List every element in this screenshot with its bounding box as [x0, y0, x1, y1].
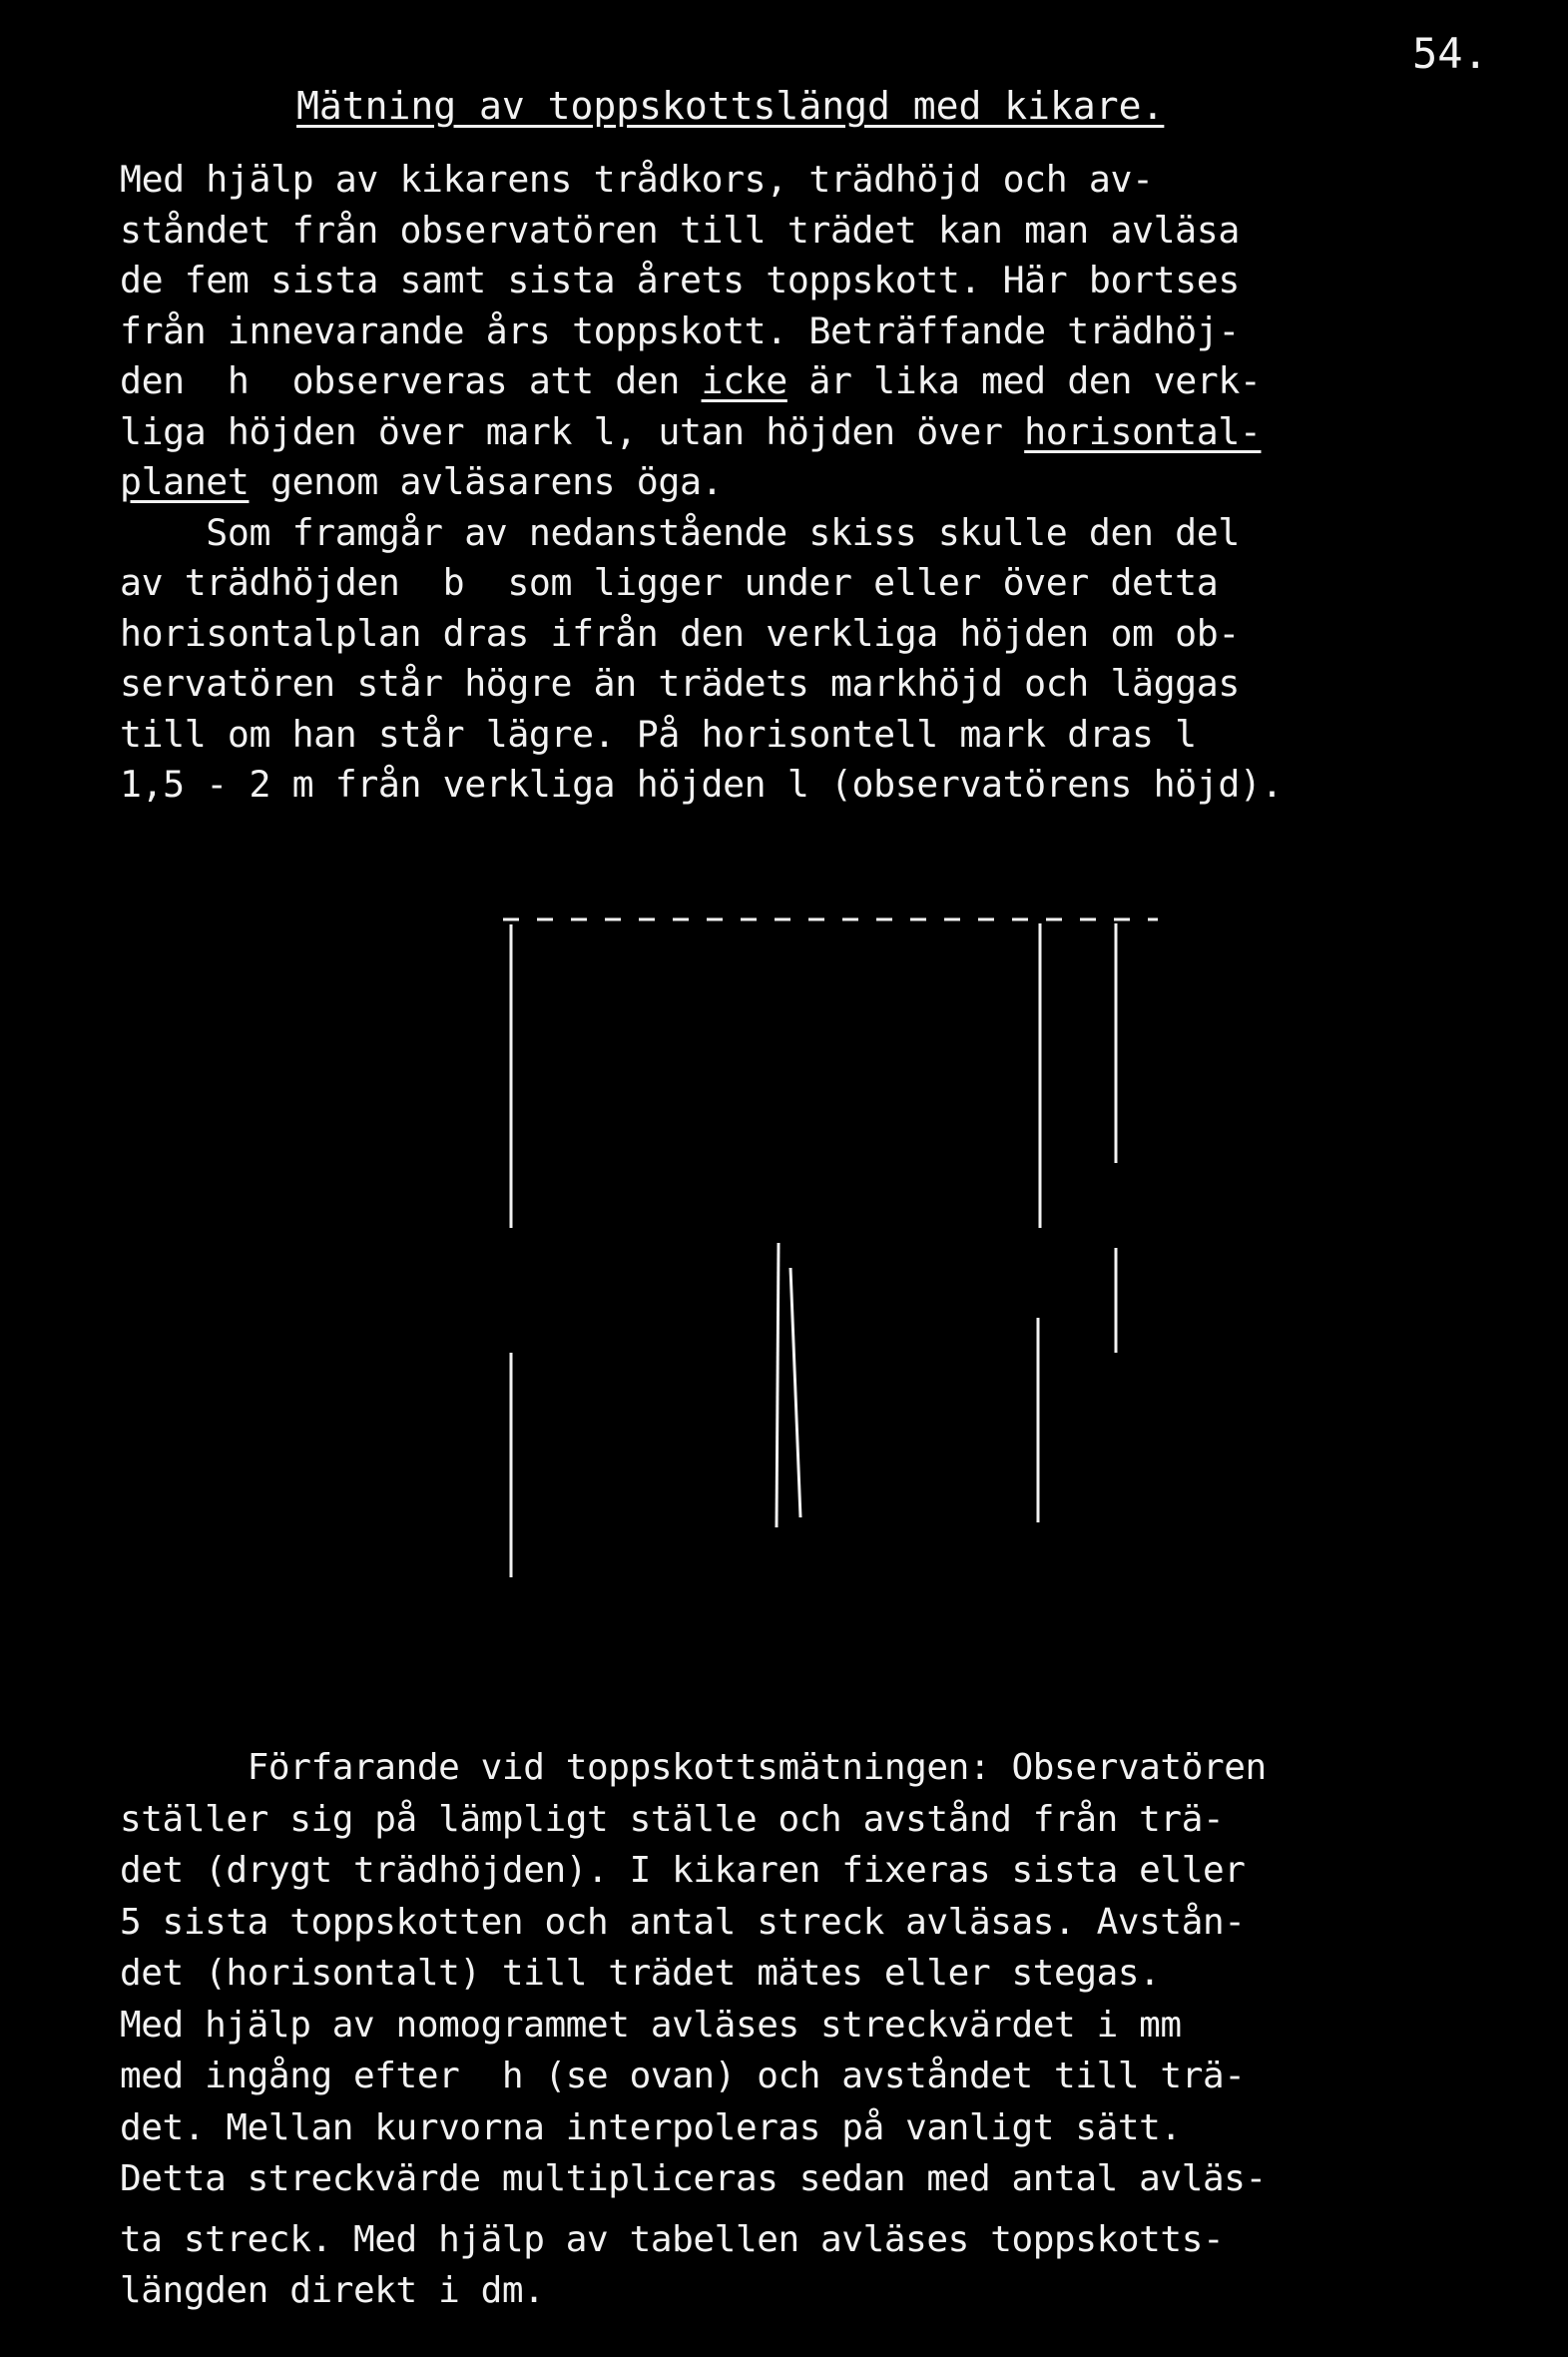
text-line: det (drygt trädhöjden). I kikaren fixeras sista eller — [120, 1850, 1246, 1891]
text-line — [120, 407, 1283, 458]
text-line: horisontalplan dras ifrån den verkliga höjden om ob- — [120, 611, 1240, 655]
text-line: med ingång efter h (se ovan) och avståndet till trä- — [120, 2056, 1246, 2096]
text-line: Detta streckvärde multipliceras sedan med antal avläs- — [120, 2158, 1267, 2199]
text-line: längden direkt i dm. — [120, 2270, 545, 2311]
text-fragment: är lika med den verk- — [786, 359, 1262, 402]
text-line — [120, 457, 1283, 508]
section-heading: Mätning av toppskottslängd med kikare. — [296, 84, 1165, 128]
text-line: Förfarande vid toppskottsmätningen: Observatören — [120, 1747, 1267, 1788]
text-line: ta streck. Med hjälp av tabellen avläses toppskotts- — [120, 2218, 1225, 2260]
text-line: de fem sista samt sista årets toppskott. Här bortses — [120, 259, 1240, 301]
text-fragment: den h observeras att den — [120, 359, 702, 402]
text-fragment: liga höjden över mark l, utan höjden över — [120, 409, 1025, 453]
stem-line-left — [777, 1243, 779, 1527]
text-line: Med hjälp av kikarens trådkors, trädhöjd och av- — [120, 158, 1154, 201]
text-line: det (horisontalt) till trädet mätes eller stegas. — [120, 1953, 1161, 1994]
stem-line-slanted — [790, 1268, 800, 1517]
text-line: 1,5 - 2 m från verkliga höjden l (observatörens höjd). — [120, 763, 1284, 806]
emphasis-underlined: icke — [701, 359, 787, 402]
text-line: från innevarande års toppskott. Beträffande trädhöj- — [120, 308, 1240, 352]
paragraph-procedure — [120, 1742, 1267, 2317]
text-line: ställer sig på lämpligt ställe och avstånd från trä- — [120, 1798, 1225, 1840]
text-fragment: genom avläsarens öga. — [249, 460, 724, 503]
text-line: 5 sista toppskotten och antal streck avläsas. Avstån- — [120, 1901, 1246, 1943]
text-line: det. Mellan kurvorna interpoleras på vanligt sätt. — [120, 2106, 1182, 2148]
page-number: 54. — [1412, 29, 1488, 78]
text-line — [120, 356, 1283, 407]
emphasis-underlined: horisontal- — [1024, 409, 1262, 453]
sketch-diagram — [479, 898, 1178, 1597]
text-line: Med hjälp av nomogrammet avläses streckvärdet i mm — [120, 2004, 1182, 2046]
text-line: servatören står högre än trädets markhöjd och läggas — [120, 662, 1240, 705]
text-line: Som framgår av nedanstående skiss skulle den del — [120, 510, 1240, 554]
text-line: av trädhöjden b som ligger under eller över detta — [120, 561, 1219, 604]
paragraph-intro — [120, 155, 1283, 811]
text-line: ståndet från observatören till trädet kan man avläsa — [120, 208, 1240, 252]
emphasis-underlined: planet — [120, 460, 250, 503]
text-line: till om han står lägre. På horisontell mark dras l — [120, 712, 1197, 756]
